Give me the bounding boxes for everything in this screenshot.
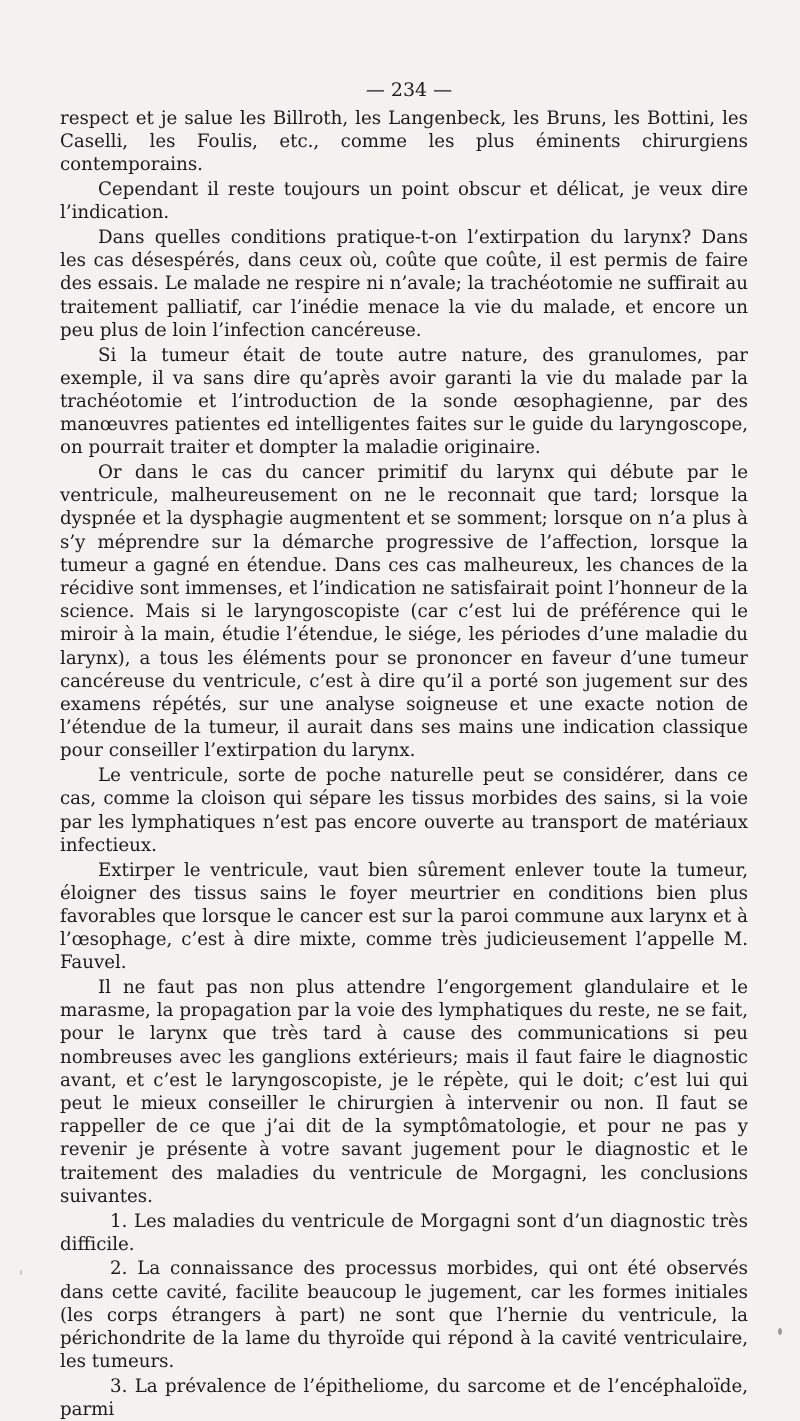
paragraph: Le ventricule, sorte de poche naturelle peut se considérer, dans ce cas, comme la cloison qui sépare les tissus morbides des sains, si la voie par les lymphatiques n’est pas encore ouverte au transport de matériaux infectieux. [60, 765, 748, 856]
paper-speck [20, 1270, 22, 1275]
body-text [60, 107, 748, 1421]
paragraph: Cependant il reste toujours un point obscur et délicat, je veux dire l’indication. [60, 179, 748, 224]
page-number: — 234 — [365, 79, 453, 101]
paragraph: Or dans le cas du cancer primitif du larynx qui débute par le ventricule, malheureusement on ne le reconnait que tard; lorsque la dyspnée et la dysphagie augmentent et se somment; lorsque on n’a plus à s’y méprendre sur la démarche progressive de l’affection, lorsque la tumeur a gagné en étendue. Dans ces cas malheureux, les chances de la récidive sont immenses, et l’indication ne satisfairait point l’honneur de la science. Mais si le laryngoscopiste (car c’est lui de préférence qui le miroir à la main, étudie l’étendue, le siége, les périodes d’une maladie du larynx), a tous les éléments pour se prononcer en faveur d’une tumeur cancéreuse du ventricule, c’est à dire qu’il a porté son jugement sur des examens répétés, sur une analyse soigneuse et une exacte notion de l’étendue de la tumeur, il aurait dans ses mains une indication classique pour conseiller l’extirpation du larynx. [60, 462, 748, 762]
paragraph: Il ne faut pas non plus attendre l’engorgement glandulaire et le marasme, la propagation par la voie des lymphatiques du reste, ne se fait, pour le larynx que très tard à cause des communications si peu nombreuses avec les ganglions extérieurs; mais il faut faire le diagnostic avant, et c’est le laryngoscopiste, je le répète, qui le doit; c’est lui qui peut le mieux conseiller le chirurgien à intervenir ou non. Il faut se rappeller de ce que j’ai dit de la symptômatologie, et pour ne pas y revenir je présente à votre savant jugement pour le diagnostic et le traitement des maladies du ventricule de Morgagni, les conclusions suivantes. [60, 977, 748, 1207]
paper-speck [778, 1328, 782, 1335]
conclusion-item-1: 1. Les maladies du ventricule de Morgagni sont d’un diagnostic très difficile. [60, 1210, 748, 1255]
conclusion-item-3: 3. La prévalence de l’épitheliome, du sarcome et de l’encéphaloïde, parmi [60, 1375, 748, 1421]
paragraph: Extirper le ventricule, vaut bien sûrement enlever toute la tumeur, éloigner des tissus sains le foyer meurtrier en conditions bien plus favorables que lorsque le cancer est sur la paroi commune aux larynx et à l’œsophage, c’est à dire mixte, comme très judicieusement l’appelle M. Fauvel. [60, 859, 748, 974]
paragraph: Si la tumeur était de toute autre nature, des granulomes, par exemple, il va sans dire qu’après avoir garanti la vie du malade par la trachéotomie et l’introduction de la sonde œsophagienne, par des manœuvres patientes ed intelligentes faites sur le guide du laryngoscope, on pourrait traiter et dompter la maladie originaire. [60, 344, 748, 459]
conclusion-item-2: 2. La connaissance des processus morbides, qui ont été observés dans cette cavité, facilite beaucoup le jugement, car les formes initiales (les corps étrangers à part) ne sont que l’hernie du ventricule, la périchondrite de la lame du thyroïde qui répond à la cavité ventriculaire, les tumeurs. [60, 1258, 748, 1373]
paragraph: Dans quelles conditions pratique-t-on l’extirpation du larynx? Dans les cas désespérés, dans ceux où, coûte que coûte, il est permis de faire des essais. Le malade ne respire ni n’avale; la trachéotomie ne suffirait au traitement palliatif, car l’inédie menace la vie du malade, et encore un peu plus de loin l’infection cancéreuse. [60, 227, 748, 341]
paragraph-continuation: respect et je salue les Billroth, les Langenbeck, les Bruns, les Bottini, les Caselli, les Foulis, etc., comme les plus éminents chirurgiens contemporains. [60, 108, 748, 176]
